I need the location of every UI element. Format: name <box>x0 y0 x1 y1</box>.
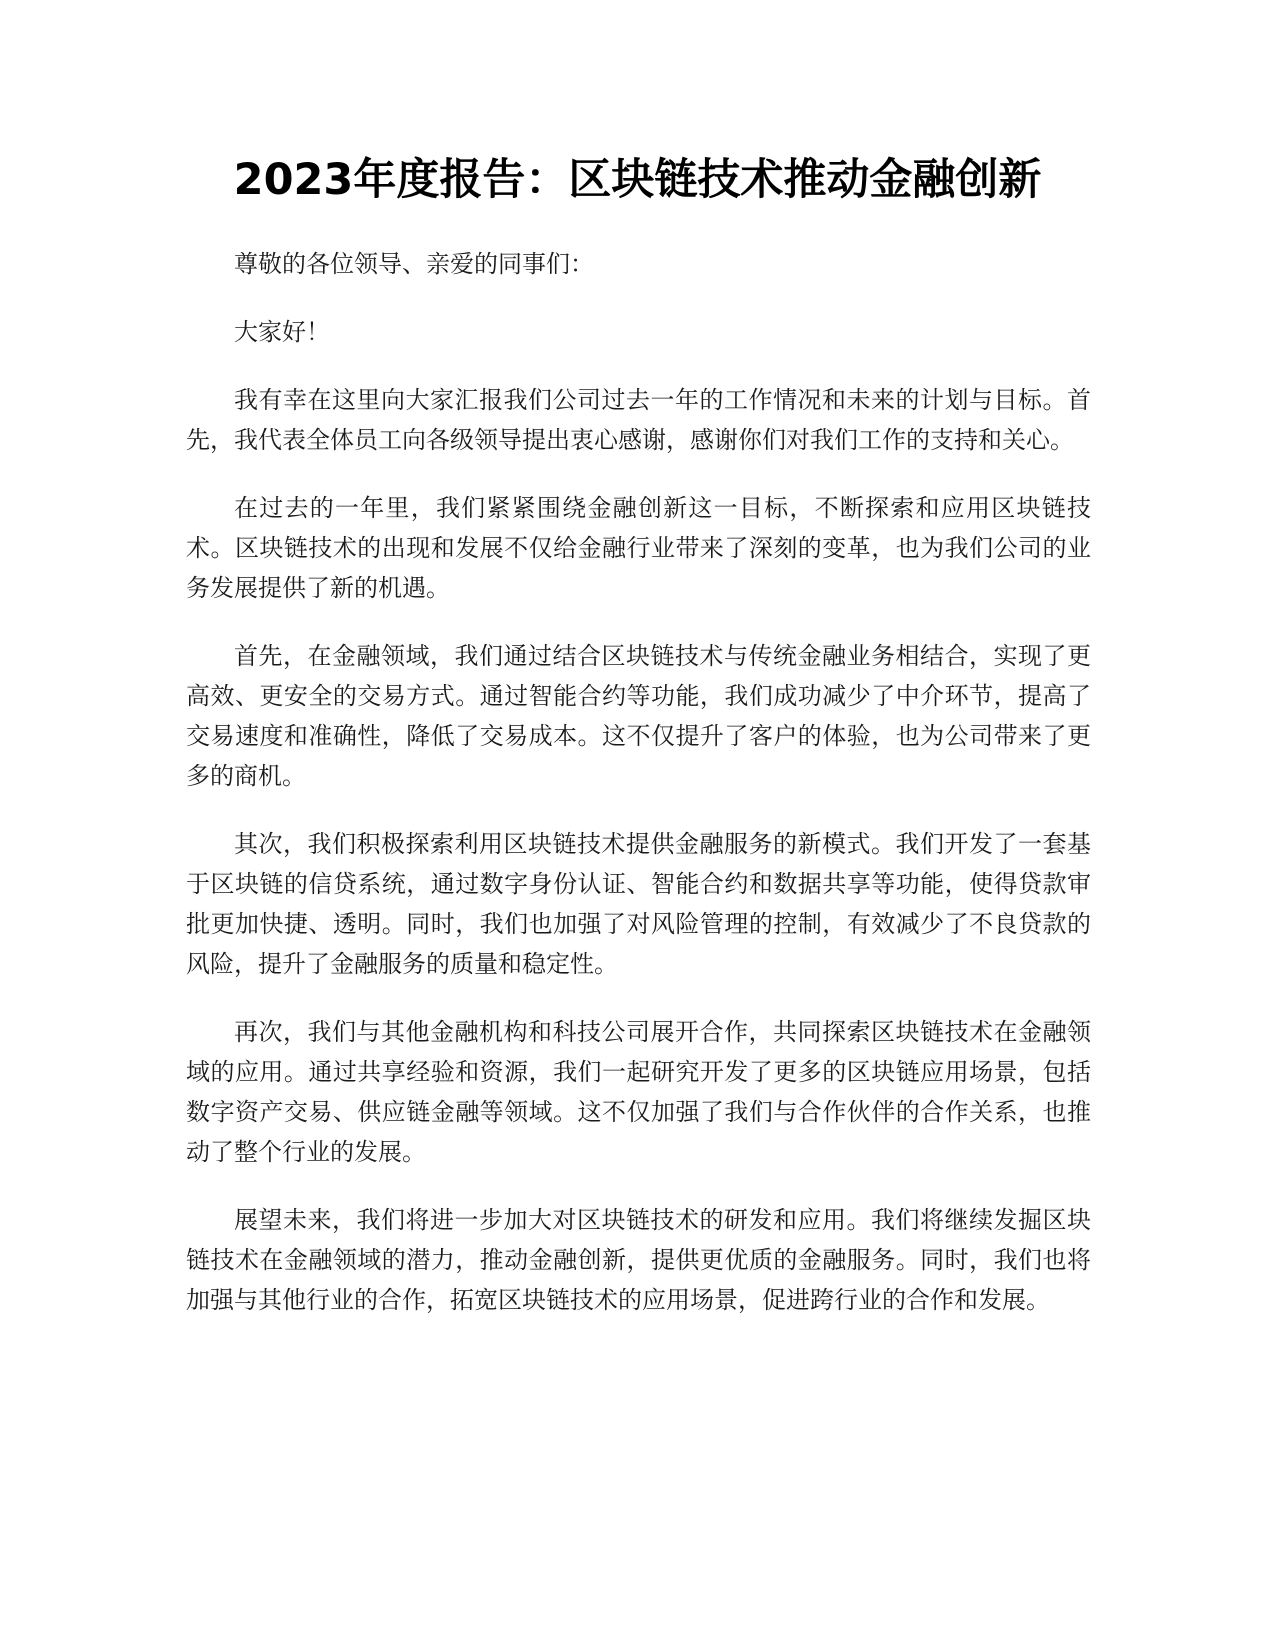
paragraph-third-point: 再次，我们与其他金融机构和科技公司展开合作，共同探索区块链技术在金融领域的应用。通过共享经验和资源，我们一起研究开发了更多的区块链应用场景，包括数字资产交易、供应链金融等领域。这不仅加强了我们与合作伙伴的合作关系，也推动了整个行业的发展。 <box>186 1018 1091 1166</box>
document-body <box>186 244 1091 1348</box>
document-title: 2023年度报告：区块链技术推动金融创新 <box>233 155 1042 205</box>
paragraph-intro: 我有幸在这里向大家汇报我们公司过去一年的工作情况和未来的计划与目标。首先，我代表全体员工向各级领导提出衷心感谢，感谢你们对我们工作的支持和关心。 <box>186 386 1091 454</box>
paragraph-background: 在过去的一年里，我们紧紧围绕金融创新这一目标，不断探索和应用区块链技术。区块链技术的出现和发展不仅给金融行业带来了深刻的变革，也为我们公司的业务发展提供了新的机遇。 <box>186 494 1091 602</box>
paragraph-greeting: 大家好！ <box>234 318 330 346</box>
paragraph-salutation: 尊敬的各位领导、亲爱的同事们： <box>234 250 594 278</box>
paragraph-outlook: 展望未来，我们将进一步加大对区块链技术的研发和应用。我们将继续发掘区块链技术在金融领域的潜力，推动金融创新，提供更优质的金融服务。同时，我们也将加强与其他行业的合作，拓宽区块链技术的应用场景，促进跨行业的合作和发展。 <box>186 1206 1091 1314</box>
paragraph-first-point: 首先，在金融领域，我们通过结合区块链技术与传统金融业务相结合，实现了更高效、更安全的交易方式。通过智能合约等功能，我们成功减少了中介环节，提高了交易速度和准确性，降低了交易成本。这不仅提升了客户的体验，也为公司带来了更多的商机。 <box>186 642 1091 790</box>
paragraph-second-point: 其次，我们积极探索利用区块链技术提供金融服务的新模式。我们开发了一套基于区块链的信贷系统，通过数字身份认证、智能合约和数据共享等功能，使得贷款审批更加快捷、透明。同时，我们也加强了对风险管理的控制，有效减少了不良贷款的风险，提升了金融服务的质量和稳定性。 <box>186 830 1091 978</box>
